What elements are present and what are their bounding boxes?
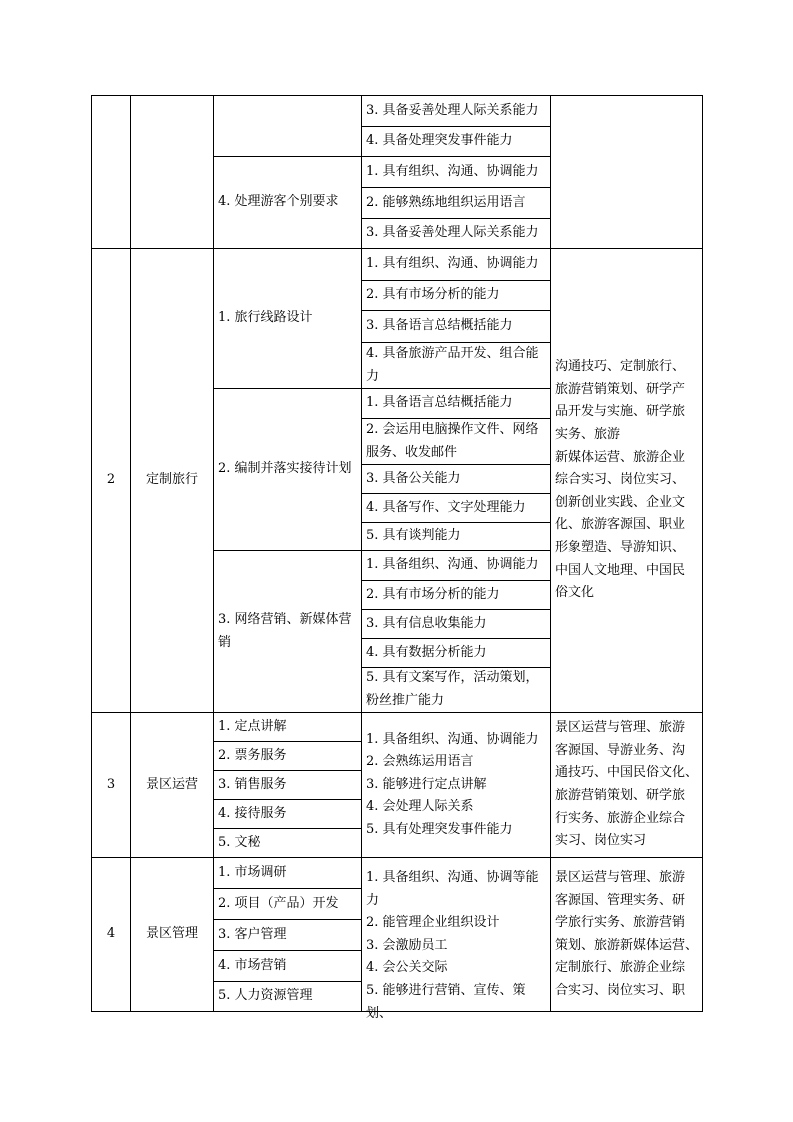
ability-cell: 5. 具有文案写作，活动策划， 粉丝推广能力 xyxy=(361,667,551,713)
ability-cell: 2. 具有市场分析的能力 xyxy=(361,280,551,311)
ability-cell: 1. 具备组织、沟通、协调等能 力 2. 能管理企业组织设计 3. 会激励员工 4. 会公关交际 5. 能够进行营销、宣传、策划、 xyxy=(361,857,551,1012)
courses-cell: 景区运营与管理、旅游 客源国、导游业务、沟 通技巧、中国民俗文化、 旅游营销策划、研学旅 行实务、旅游企业综合 实习、岗位实习 xyxy=(550,712,703,858)
task-cell: 1. 定点讲解 xyxy=(213,712,362,742)
ability-cell: 4. 具备旅游产品开发、组合能 力 xyxy=(361,342,551,389)
task-cell: 4. 市场营销 xyxy=(213,950,362,982)
courses-cell: 沟通技巧、定制旅行、 旅游营销策划、研学产 品开发与实施、研学旅 实务、旅游 新媒体运营、旅游企业 综合实习、岗位实习、 创新创业实践、企业文 化、旅游客源国、职业 形象塑造、导游知识、 中国人文地理、中国民 俗文化 xyxy=(550,248,703,713)
position-cell: 景区管理 xyxy=(130,857,214,1012)
ability-cell: 5. 具有谈判能力 xyxy=(361,522,551,551)
ability-cell: 2. 能够熟练地组织运用语言 xyxy=(361,187,551,219)
task-cell: 2. 项目（产品）开发 xyxy=(213,888,362,920)
position-cell xyxy=(130,95,214,249)
ability-cell: 1. 具有组织、沟通、协调能力 xyxy=(361,156,551,188)
ability-cell: 3. 具备语言总结概括能力 xyxy=(361,310,551,343)
position-cell: 定制旅行 xyxy=(130,248,214,713)
ability-cell: 3. 具备妥善处理人际关系能力 xyxy=(361,218,551,249)
ability-cell: 4. 具备处理突发事件能力 xyxy=(361,126,551,157)
ability-cell: 1. 具备组织、沟通、协调能力 xyxy=(361,550,551,581)
task-cell: 4. 接待服务 xyxy=(213,799,362,829)
seq-cell: 4 xyxy=(91,857,131,1012)
ability-cell: 2. 会运用电脑操作文件、网络 服务、收发邮件 xyxy=(361,418,551,465)
task-cell: 2. 编制并落实接待计划 xyxy=(213,388,362,551)
task-cell: 5. 文秘 xyxy=(213,828,362,858)
ability-cell: 2. 具有市场分析的能力 xyxy=(361,580,551,610)
task-cell: 1. 旅行线路设计 xyxy=(213,248,362,389)
ability-cell: 4. 具备写作、文字处理能力 xyxy=(361,493,551,523)
seq-cell: 2 xyxy=(91,248,131,713)
ability-cell: 3. 具备妥善处理人际关系能力 xyxy=(361,95,551,127)
ability-cell: 4. 具有数据分析能力 xyxy=(361,638,551,668)
ability-cell: 1. 具备组织、沟通、协调能力 2. 会熟练运用语言 3. 能够进行定点讲解 4. 会处理人际关系 5. 具有处理突发事件能力 xyxy=(361,712,551,858)
courses-cell xyxy=(550,95,703,249)
task-cell: 5. 人力资源管理 xyxy=(213,981,362,1012)
task-cell: 2. 票务服务 xyxy=(213,741,362,771)
task-cell: 3. 客户管理 xyxy=(213,919,362,951)
ability-cell: 3. 具有信息收集能力 xyxy=(361,609,551,639)
ability-cell: 3. 具备公关能力 xyxy=(361,464,551,494)
task-cell: 1. 市场调研 xyxy=(213,857,362,889)
courses-cell: 景区运营与管理、旅游 客源国、管理实务、研 学旅行实务、旅游营销 策划、旅游新媒体运营、 定制旅行、旅游企业综 合实习、岗位实习、职 xyxy=(550,857,703,1012)
task-cell: 3. 销售服务 xyxy=(213,770,362,800)
seq-cell: 3 xyxy=(91,712,131,858)
task-cell: 4. 处理游客个别要求 xyxy=(213,156,362,249)
task-cell xyxy=(213,95,362,157)
seq-cell xyxy=(91,95,131,249)
ability-cell: 1. 具备语言总结概括能力 xyxy=(361,388,551,419)
task-cell: 3. 网络营销、新媒体营 销 xyxy=(213,550,362,713)
ability-cell: 1. 具有组织、沟通、协调能力 xyxy=(361,248,551,281)
position-cell: 景区运营 xyxy=(130,712,214,858)
